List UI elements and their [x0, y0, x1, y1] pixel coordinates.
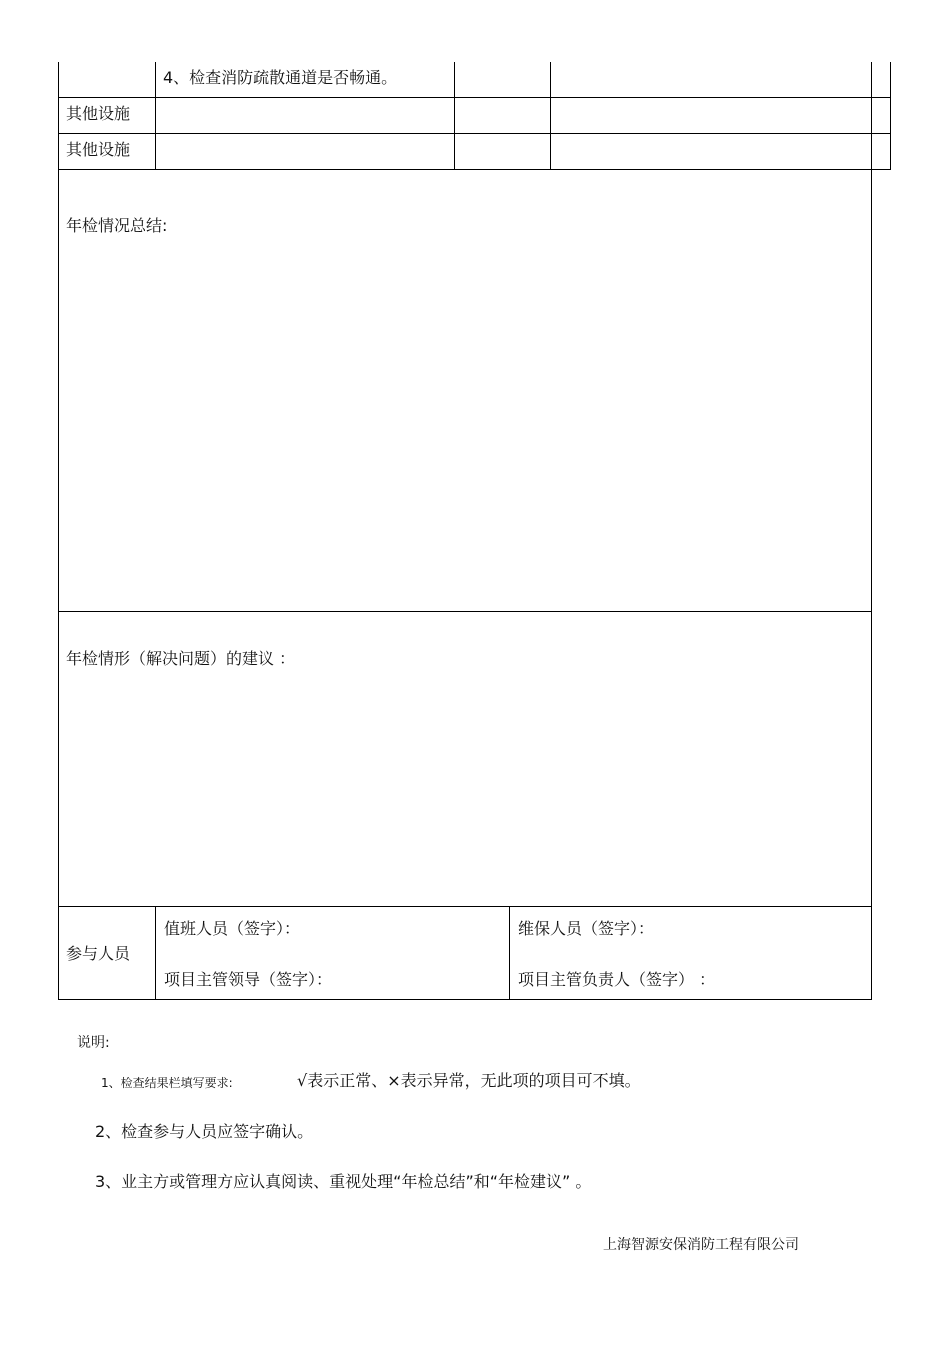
table-row-3-item: 其他设施 [66, 140, 131, 159]
table-row-line-3 [58, 169, 891, 170]
summary-bottom-line [58, 611, 872, 612]
table-row-line-1 [58, 97, 891, 98]
table-border-outer-right [890, 62, 891, 169]
suggestion-bottom-line [58, 906, 872, 907]
table-row-1-content: 4、检查消防疏散通道是否畅通。 [163, 68, 398, 87]
participants-divider-1 [155, 906, 156, 1000]
notes-item-2: 2、检查参与人员应签字确认。 [95, 1122, 314, 1141]
summary-label: 年检情况总结: [66, 216, 168, 235]
suggestion-label: 年检情形（解决问题）的建议 ： [66, 649, 296, 668]
company-name: 上海智源安保消防工程有限公司 [603, 1237, 799, 1253]
notes-title: 说明: [77, 1035, 110, 1051]
table-row-line-2 [58, 133, 891, 134]
notes-item-3: 3、业主方或管理方应认真阅读、重视处理“年检总结”和“年检建议” 。 [95, 1172, 592, 1191]
table-row-2-item: 其他设施 [66, 104, 131, 123]
participants-divider-2 [509, 906, 510, 1000]
table-divider-result [454, 62, 455, 169]
duty-sign-field[interactable]: 值班人员（签字）： [164, 919, 301, 938]
table-bottom-line [58, 999, 872, 1000]
table-border-left [58, 62, 59, 1000]
maint-sign-field[interactable]: 维保人员（签字）： [518, 919, 655, 938]
participants-label: 参与人员 [66, 944, 131, 963]
manager-sign-field[interactable]: 项目主管负责人（签字） ： [518, 970, 716, 989]
notes-item-1-prefix: 1、检查结果栏填写要求: [101, 1076, 233, 1090]
table-divider-note [550, 62, 551, 169]
table-divider-item [155, 62, 156, 169]
notes-item-1-text: √表示正常、×表示异常，无此项的项目可不填。 [297, 1071, 641, 1090]
table-border-right [871, 62, 872, 1000]
supervisor-sign-field[interactable]: 项目主管领导（签字）： [164, 970, 333, 989]
